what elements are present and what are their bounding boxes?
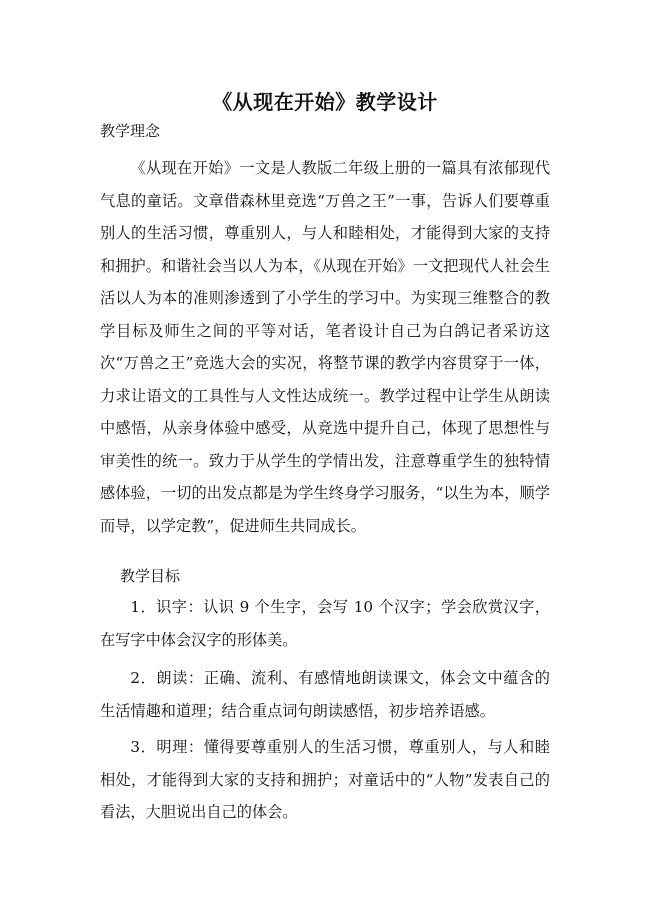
document-title: 《从现在开始》教学设计 [212, 90, 438, 114]
goal-item-reading: 2．朗读：正确、流利、有感情地朗读课文，体会文中蕴含的生活情趣和道理；结合重点词句朗读感悟，初步培养语感。 [100, 669, 550, 720]
section-heading-philosophy: 教学理念 [100, 122, 161, 140]
section-heading-goals: 教学目标 [120, 567, 181, 585]
philosophy-paragraph: 《从现在开始》一文是人教版二年级上册的一篇具有浓郁现代气息的童话。文章借森林里竞选“万兽之王”一事，告诉人们要尊重别人的生活习惯，尊重别人，与人和睦相处，才能得到大家的支持和拥护。和谐社会当以人为本，《从现在开始》一文把现代人社会生活以人为本的准则渗透到了小学生的学习中。为实现三维整合的教学目标及师生之间的平等对话，笔者设计自己为白鸽记者采访这次“万兽之王”竞选大会的实况，将整节课的教学内容贯穿于一体，力求让语文的工具性与人文性达成统一。教学过程中让学生从朗读中感悟，从亲身体验中感受，从竞选中提升自己，体现了思想性与审美性的统一。致力于从学生的学情出发，注意尊重学生的独特情感体验，一切的出发点都是为学生终身学习服务，“以生为本，顺学而导，以学定教”，促进师生共同成长。 [100, 159, 550, 535]
goal-item-understanding: 3．明理：懂得要尊重别人的生活习惯，尊重别人，与人和睦相处，才能得到大家的支持和拥护；对童话中的“人物”发表自己的看法，大胆说出自己的体会。 [100, 738, 550, 821]
goal-item-literacy: 1．识字：认识 9 个生字，会写 10 个汉字；学会欣赏汉字，在写字中体会汉字的形体美。 [100, 598, 550, 649]
